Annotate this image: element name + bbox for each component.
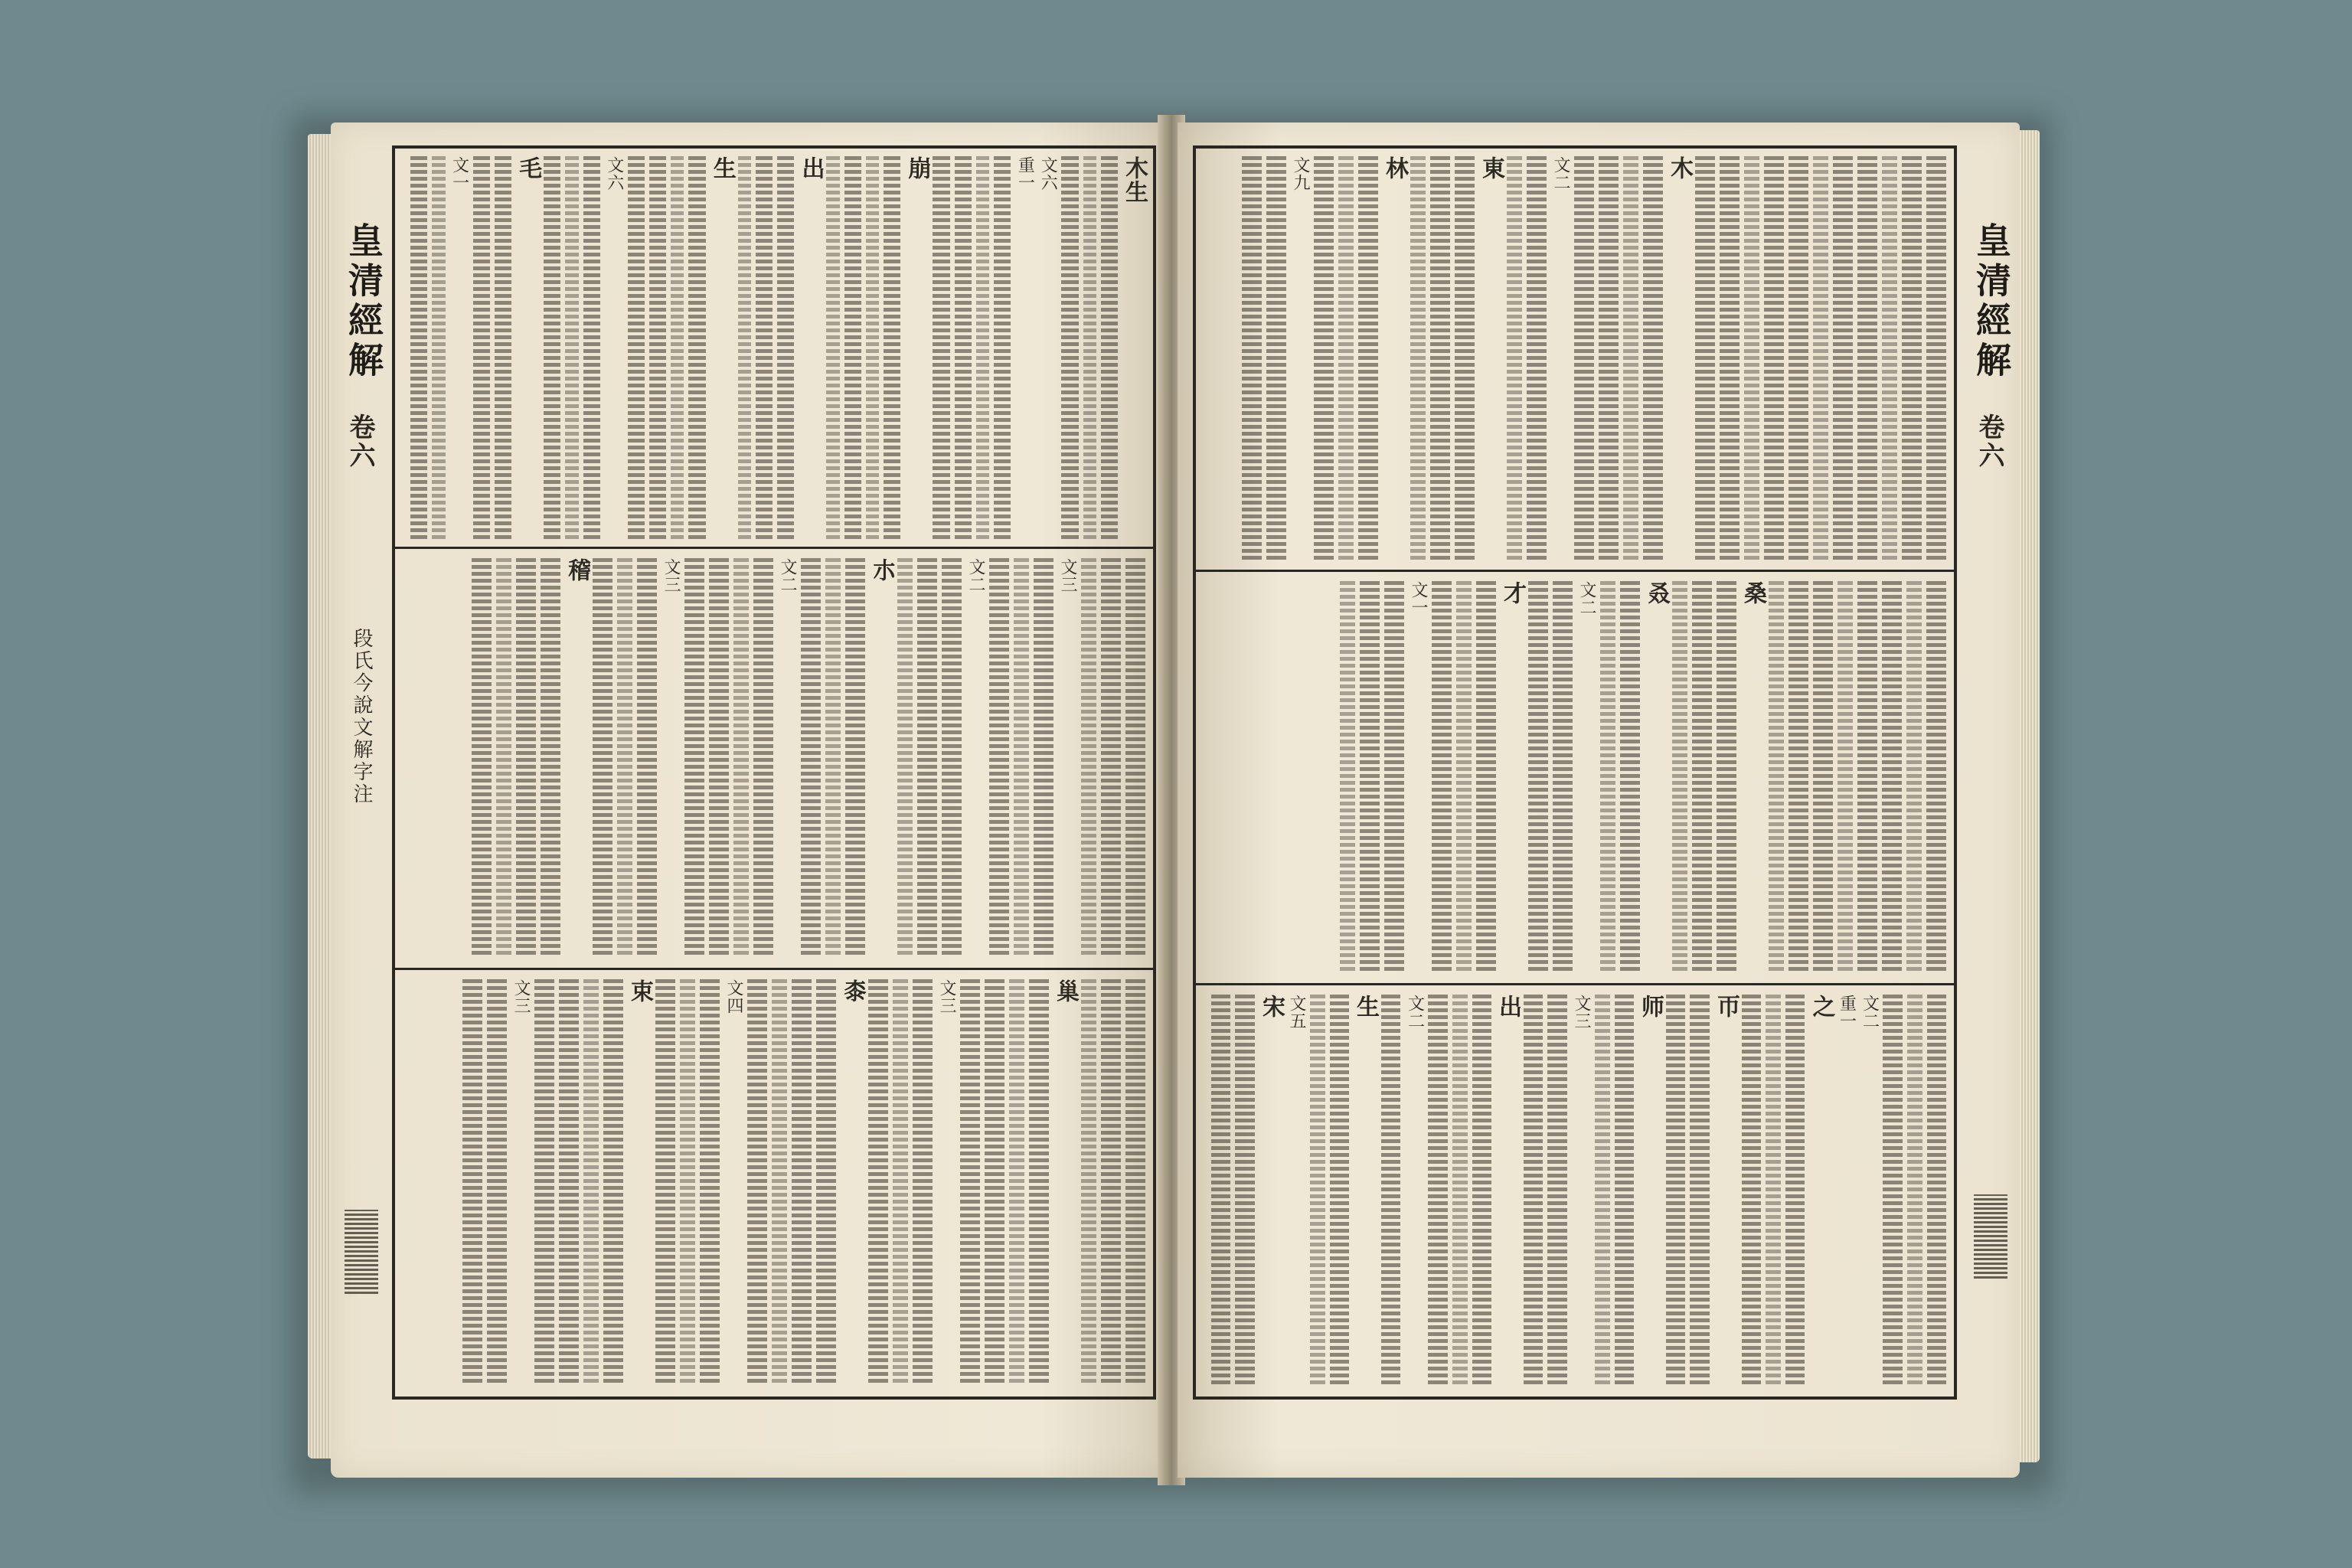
left-margin-footer: 段氏今說文解字注 [350,628,373,805]
headword: 帀 [1712,995,1740,1018]
headword: 毛 [514,156,542,180]
left-margin-title: 皇清經解 [343,222,384,381]
left-middle-text [410,558,1145,956]
section-label: 文四 [724,979,743,1014]
right-page [1178,122,2020,1478]
section-label: 文五 [1286,995,1306,1030]
section-label: 文三 [1571,995,1591,1030]
section-label: 文三 [1058,558,1077,593]
headword: 桑 [1740,581,1766,605]
left-bottom-text [410,979,1145,1385]
section-label: 文二 [778,558,797,593]
right-margin-volume: 卷六 [1974,413,2004,470]
headword: 稽 [564,558,590,582]
left-top-text [410,156,1148,539]
headword: 桼 [839,979,866,1003]
left-band-divider-2 [395,968,1153,970]
section-label: 文一 [1409,581,1428,616]
headword: 林 [1381,156,1408,180]
headword: 巢 [1052,979,1079,1003]
section-label: 文六 [1038,156,1058,191]
left-page-frame [392,145,1156,1400]
headword: 東 [1478,156,1504,180]
left-folio-mark [345,1210,378,1294]
section-label: 文三 [662,558,681,593]
left-band-divider-1 [395,547,1153,549]
section-label: 文三 [937,979,956,1014]
right-page-frame [1193,145,1957,1400]
section-label: 文三 [511,979,531,1014]
right-middle-text [1211,581,1946,972]
headword: 之 [1808,995,1835,1018]
left-page [331,122,1165,1478]
headword: 出 [797,156,825,180]
right-folio-mark [1974,1194,2007,1279]
headword: 叒 [1643,581,1670,605]
headword: 木 [1666,156,1693,180]
right-margin-title: 皇清經解 [1971,222,2012,381]
section-label: 文九 [1291,156,1310,191]
headword: 师 [1637,995,1664,1018]
right-bottom-text [1211,995,1946,1385]
headword: 朩 [868,558,895,582]
right-top-text [1211,156,1946,562]
left-margin-volume: 卷六 [345,413,375,470]
headword: 崩 [903,156,931,180]
section-label: 重一 [1015,156,1035,191]
headword: 木生 [1121,156,1148,204]
headword: 宋 [1257,995,1285,1018]
headword: 出 [1494,995,1521,1018]
section-label: 重一 [1837,995,1857,1030]
section-label: 文二 [1405,995,1425,1030]
right-band-divider-2 [1196,983,1954,985]
headword: 束 [626,979,653,1003]
section-label: 文二 [1551,156,1570,191]
section-label: 文二 [966,558,985,593]
right-band-divider-1 [1196,570,1954,572]
section-label: 文二 [1860,995,1880,1030]
section-label: 文二 [1577,581,1596,616]
section-label: 文六 [604,156,624,191]
headword: 才 [1499,581,1526,605]
section-label: 文一 [449,156,469,191]
headword: 生 [708,156,736,180]
headword: 生 [1352,995,1379,1018]
